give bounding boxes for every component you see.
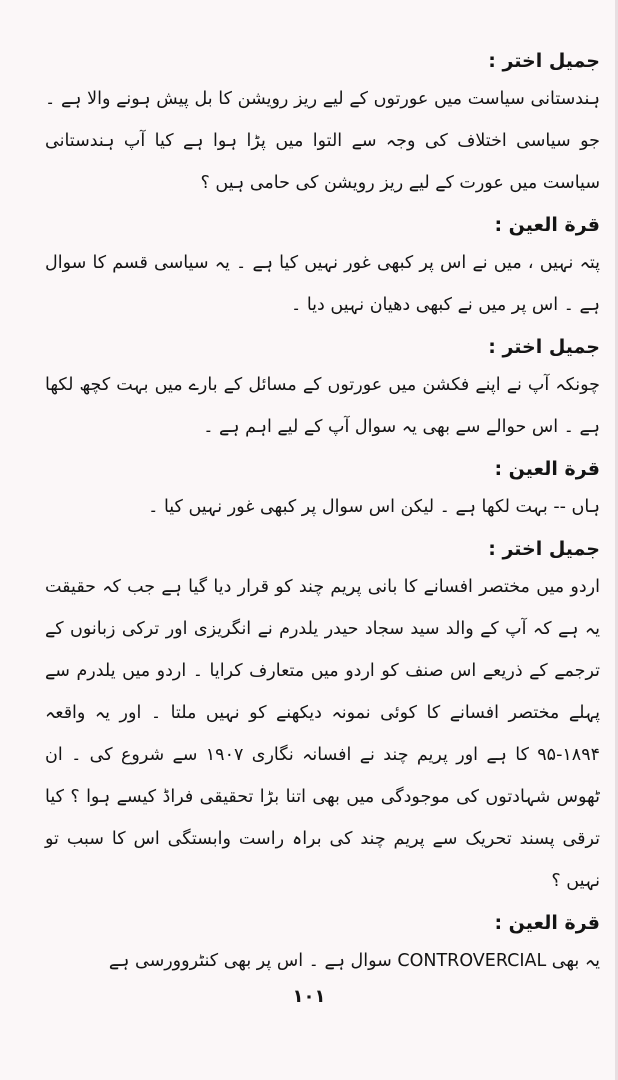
interview-text (45, 40, 600, 986)
speaker-label: جمیل اختر : (488, 50, 600, 72)
speaker-label: قرة العین : (494, 214, 600, 236)
answer-text: ہاں -- بہت لکھا ہے ۔ لیکن اس سوال پر کبھی غور نہیں کیا ۔ (148, 497, 600, 517)
answer-text: یہ بھی CONTROVERCIAL سوال ہے ۔ اس پر بھی کنٹروورسی ہے (108, 951, 600, 971)
question-text: چونکہ آپ نے اپنے فکشن میں عورتوں کے مسائل کے بارے میں بہت کچھ لکھا ہے ۔ اس حوالے سے بھی یہ سوال آپ کے لیے اہم ہے ۔ (45, 375, 600, 437)
answer-text: پتہ نہیں ، میں نے اس پر کبھی غور نہیں کیا ہے ۔ یہ سیاسی قسم کا سوال ہے ۔ اس پر میں نے کبھی دھیان نہیں دیا ۔ (45, 253, 600, 315)
question-text: اردو میں مختصر افسانے کا بانی پریم چند کو قرار دیا گیا ہے جب کہ حقیقت یہ ہے کہ آپ کے والد سید سجاد حیدر یلدرم نے انگریزی اور ترکی زبانوں کے ترجمے کے ذریعے اس صنف کو اردو میں متعارف کرایا ۔ اردو میں یلدرم سے پہلے مختصر افسانے کا کوئی نمونہ دیکھنے کو نہیں ملتا ۔ اور یہ واقعہ ۱۸۹۴-۹۵ کا ہے اور پریم چند نے افسانہ نگاری ۱۹۰۷ سے شروع کی ۔ ان ٹھوس شہادتوں کی موجودگی میں بھی اتنا بڑا تحقیقی فراڈ کیسے ہوا ؟ کیا ترقی پسند تحریک سے پریم چند کی براہ راست وابستگی اس کا سبب تو نہیں ؟ (45, 577, 601, 891)
question-text: ہندستانی سیاست میں عورتوں کے لیے ریز رویشن کا بل پیش ہونے والا ہے ۔ جو سیاسی اختلاف کی وجہ سے التوا میں پڑا ہوا ہے کیا آپ ہندستانی سیاست میں عورت کے لیے ریز رویشن کی حامی ہیں ؟ (45, 89, 600, 193)
speaker-label: قرة العین : (494, 458, 600, 480)
speaker-label: جمیل اختر : (488, 538, 600, 560)
speaker-label: قرة العین : (494, 912, 600, 934)
page-number: ۱۰۱ (292, 986, 326, 1007)
speaker-label: جمیل اختر : (488, 336, 600, 358)
